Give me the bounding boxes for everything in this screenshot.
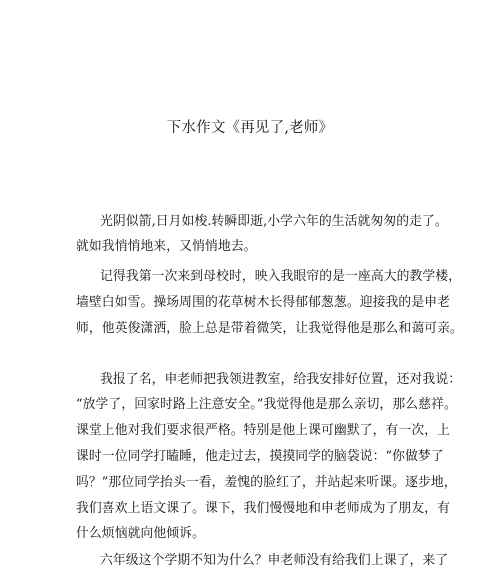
paragraph-line: 记得我第一次来到母校时，映入我眼帘的是一座高大的教学楼， [100, 269, 462, 284]
paragraph-line: 吗？”那位同学抬头一看，羞愧的脸红了，并站起来听课。逐步地， [76, 475, 457, 490]
paragraph-line: 师，他英俊潇洒，脸上总是带着微笑，让我觉得他是那么和蔼可亲。 [76, 321, 463, 336]
paragraph-line: 我们喜欢上语文课了。课下，我们慢慢地和申老师成为了朋友，有 [76, 501, 451, 516]
paragraph-line: 六年级这个学期不知为什么？申老师没有给我们上课了，来了 [100, 553, 449, 568]
paragraph-line: 课时一位同学打瞌睡，他走过去，摸摸同学的脑袋说：“你做梦了 [76, 449, 444, 464]
paragraph-line: 就如我悄悄地来，又悄悄地去。 [76, 239, 257, 254]
paragraph-line: 什么烦恼就向他倾诉。 [76, 526, 205, 541]
essay-title: 下水作文《再见了,老师》 [166, 120, 334, 136]
paragraph-line: 课堂上他对我们要求很严格。特别是他上课可幽默了，有一次，上 [76, 423, 451, 438]
paragraph-line: 光阴似箭,日月如梭.转瞬即逝,小学六年的生活就匆匆的走了。 [100, 214, 448, 229]
paragraph-line: “放学了，回家时路上注意安全。”我觉得他是那么亲切，那么慈祥。 [76, 397, 457, 412]
paragraph-line: 我报了名，申老师把我领进教室，给我安排好位置，还对我说： [100, 372, 462, 387]
paragraph-line: 墙壁白如雪。操场周围的花草树木长得郁郁葱葱。迎接我的是申老 [76, 295, 451, 310]
